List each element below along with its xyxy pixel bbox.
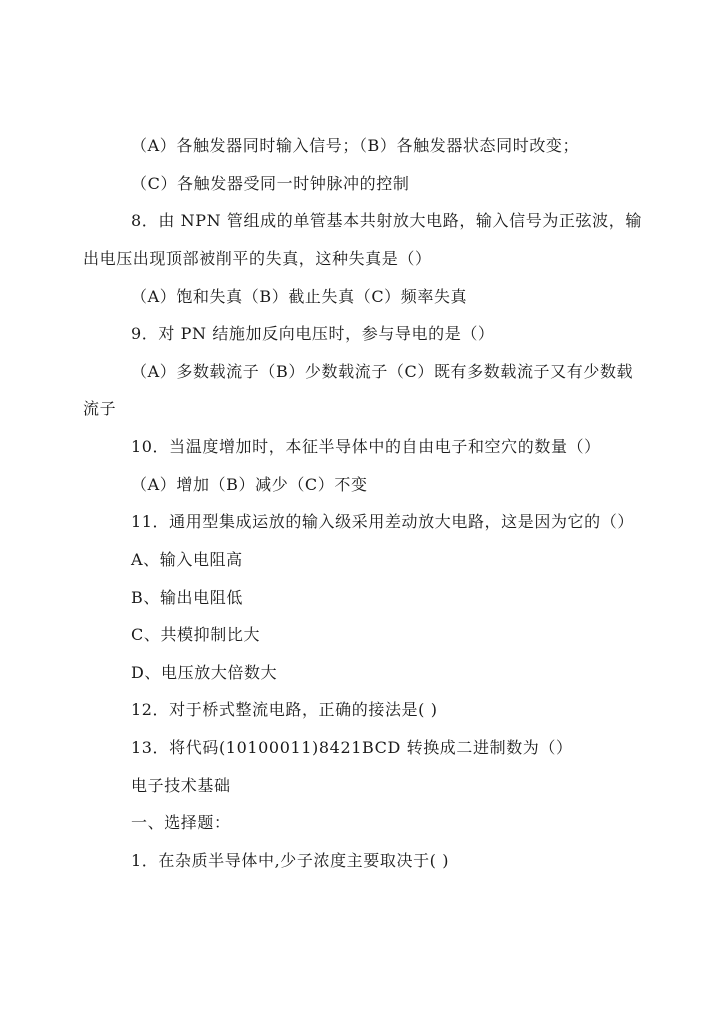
option-11-a: A、输入电阻高 [131, 550, 243, 569]
question-9: 9．对 PN 结施加反向电压时，参与导电的是（） [131, 324, 495, 343]
options-10: （A）增加（B）减少（C）不变 [131, 475, 368, 494]
question-13: 13．将代码(10100011)8421BCD 转换成二进制数为（） [131, 738, 573, 757]
question-11: 11．通用型集成运放的输入级采用差动放大电路，这是因为它的（） [131, 512, 634, 531]
option-11-d: D、电压放大倍数大 [131, 663, 278, 682]
question-12: 12．对于桥式整流电路，正确的接法是( ) [131, 700, 438, 719]
question-8-continued: 出电压出现顶部被削平的失真，这种失真是（） [83, 249, 432, 268]
section-title: 电子技术基础 [131, 776, 231, 795]
question-8: 8．由 NPN 管组成的单管基本共射放大电路，输入信号为正弦波，输 [131, 211, 642, 230]
options-8: （A）饱和失真（B）截止失真（C）频率失真 [131, 287, 468, 306]
section-heading: 一、选择题： [131, 813, 231, 832]
question-10: 10．当温度增加时，本征半导体中的自由电子和空穴的数量（） [131, 437, 601, 456]
options-9: （A）多数载流子（B）少数载流子（C）既有多数载流子又有少数载 [131, 362, 634, 381]
options-9-continued: 流子 [83, 399, 117, 418]
option-11-c: C、共模抑制比大 [131, 625, 261, 644]
option-11-b: B、输出电阻低 [131, 588, 243, 607]
option-line-7c: （C）各触发器受同一时钟脉冲的控制 [131, 174, 410, 193]
option-line-7ab: （A）各触发器同时输入信号；（B）各触发器状态同时改变； [131, 136, 580, 155]
question-1: 1．在杂质半导体中,少子浓度主要取决于( ) [131, 851, 450, 870]
